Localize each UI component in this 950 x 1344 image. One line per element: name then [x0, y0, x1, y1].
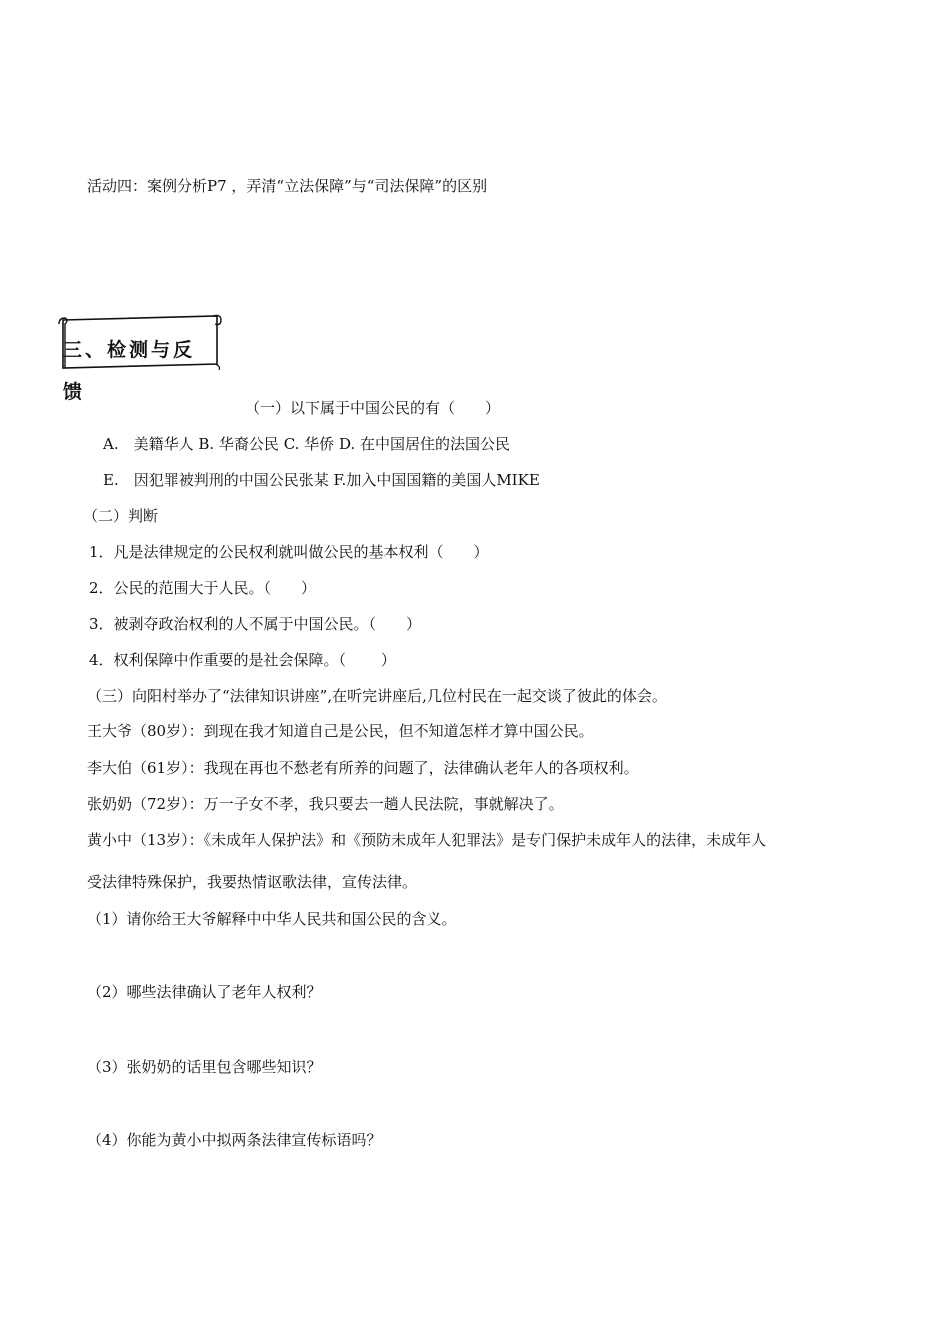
judgement-item-4: 4．权利保障中作重要的是社会保障。（ ） — [89, 651, 396, 669]
part1-options-line1: A. 美籍华人 B. 华裔公民 C. 华侨 D. 在中国居住的法国公民 — [103, 435, 510, 453]
section-title: 三、检测与反 — [63, 339, 196, 361]
question-3: （3）张奶奶的话里包含哪些知识？ — [87, 1058, 322, 1076]
judgement-item-3: 3．被剥夺政治权利的人不属于中国公民。（ ） — [89, 615, 422, 633]
speaker-zhang: 张奶奶（72岁）：万一子女不孝，我只要去一趟人民法院，事就解决了。 — [87, 795, 564, 813]
question-1: （1）请你给王大爷解释中中华人民共和国公民的含义。 — [87, 910, 457, 928]
judgement-item-2: 2．公民的范围大于人民。（ ） — [89, 579, 317, 597]
speaker-li: 李大伯（61岁）：我现在再也不愁老有所养的问题了，法律确认老年人的各项权利。 — [87, 759, 639, 777]
question-2: （2）哪些法律确认了老年人权利？ — [87, 983, 322, 1001]
speaker-wang: 王大爷（80岁）：到现在我才知道自己是公民，但不知道怎样才算中国公民。 — [87, 722, 594, 740]
part1-options-line2: E. 因犯罪被判刑的中国公民张某 F.加入中国国籍的美国人MIKE — [103, 471, 540, 489]
part2-heading: （二）判断 — [83, 507, 159, 525]
section-title-continued: 馈 — [63, 381, 83, 403]
part1-question: （一）以下属于中国公民的有（ ） — [245, 399, 501, 417]
part3-intro: （三）向阳村举办了“法律知识讲座”,在听完讲座后,几位村民在一起交谈了彼此的体会。 — [87, 687, 667, 705]
question-4: （4）你能为黄小中拟两条法律宣传标语吗？ — [87, 1131, 382, 1149]
speaker-huang-continued: 受法律特殊保护，我要热情讴歌法律，宣传法律。 — [87, 873, 418, 891]
speaker-huang: 黄小中（13岁）：《未成年人保护法》和《预防未成年人犯罪法》是专门保护未成年人的法律，未成年人 — [87, 831, 767, 849]
judgement-item-1: 1．凡是法律规定的公民权利就叫做公民的基本权利（ ） — [89, 543, 489, 561]
activity-four-text: 活动四：案例分析P7 ，弄清“立法保障”与“司法保障”的区别 — [87, 177, 488, 195]
